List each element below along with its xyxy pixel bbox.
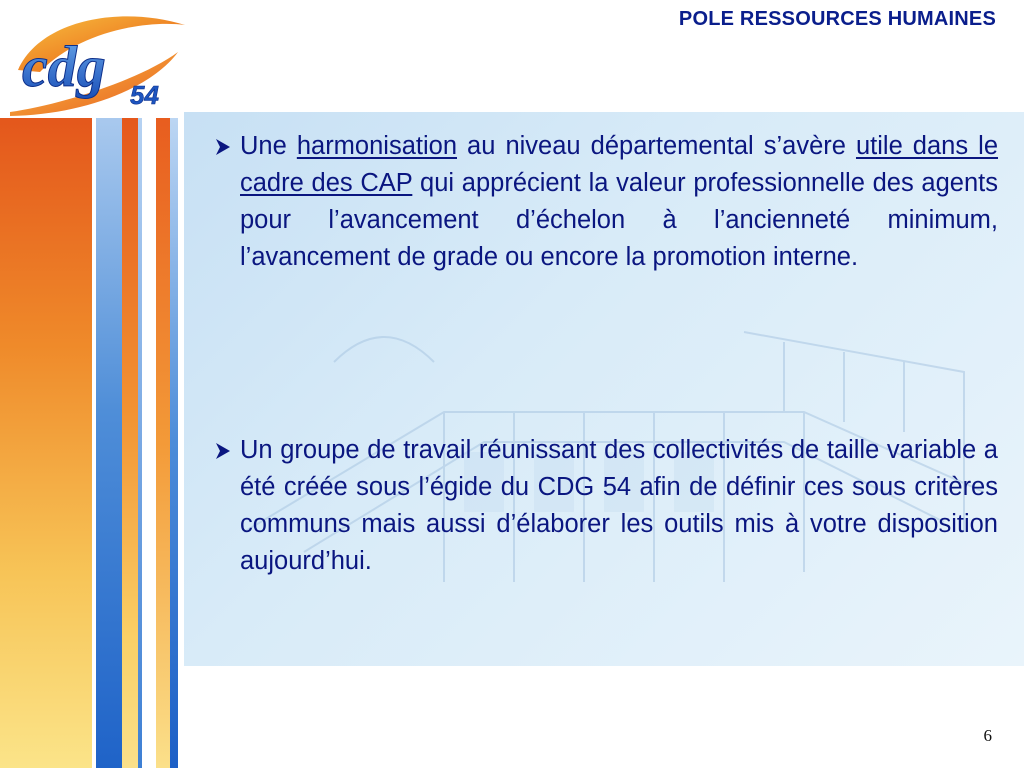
arrow-bullet-icon bbox=[214, 128, 240, 165]
bullet-text: Une harmonisation au niveau départemental s’avère utile dans le cadre des CAP qui apprécient la valeur professionnelle des agents pour l’avancement d’échelon à l’ancienneté minimum, l’avancement de grade ou encore la promotion interne. bbox=[240, 132, 999, 271]
logo-number: 54 bbox=[130, 80, 159, 110]
underlined-harmonisation: harmonisation bbox=[296, 132, 457, 160]
logo-text: cdg bbox=[22, 34, 106, 99]
decorative-stripes bbox=[0, 118, 184, 768]
bullet-harmonisation bbox=[214, 128, 998, 276]
cdg-logo bbox=[0, 0, 200, 125]
arrow-bullet-icon bbox=[214, 432, 240, 469]
page-title: POLE RESSOURCES HUMAINES bbox=[678, 8, 996, 30]
content-panel bbox=[184, 112, 1024, 666]
underlined-cap-phrase: utile dans le cadre des CAP bbox=[240, 132, 999, 197]
bullet-groupe-de-travail bbox=[214, 432, 998, 580]
page-number: 6 bbox=[983, 726, 992, 745]
bullet-text: Un groupe de travail réunissant des collectivités de taille variable a été créée sous l’égide du CDG 54 afin de définir ces sous critères communs mais aussi d’élaborer les outils mis à votre disposition aujourd’hui. bbox=[240, 436, 998, 575]
